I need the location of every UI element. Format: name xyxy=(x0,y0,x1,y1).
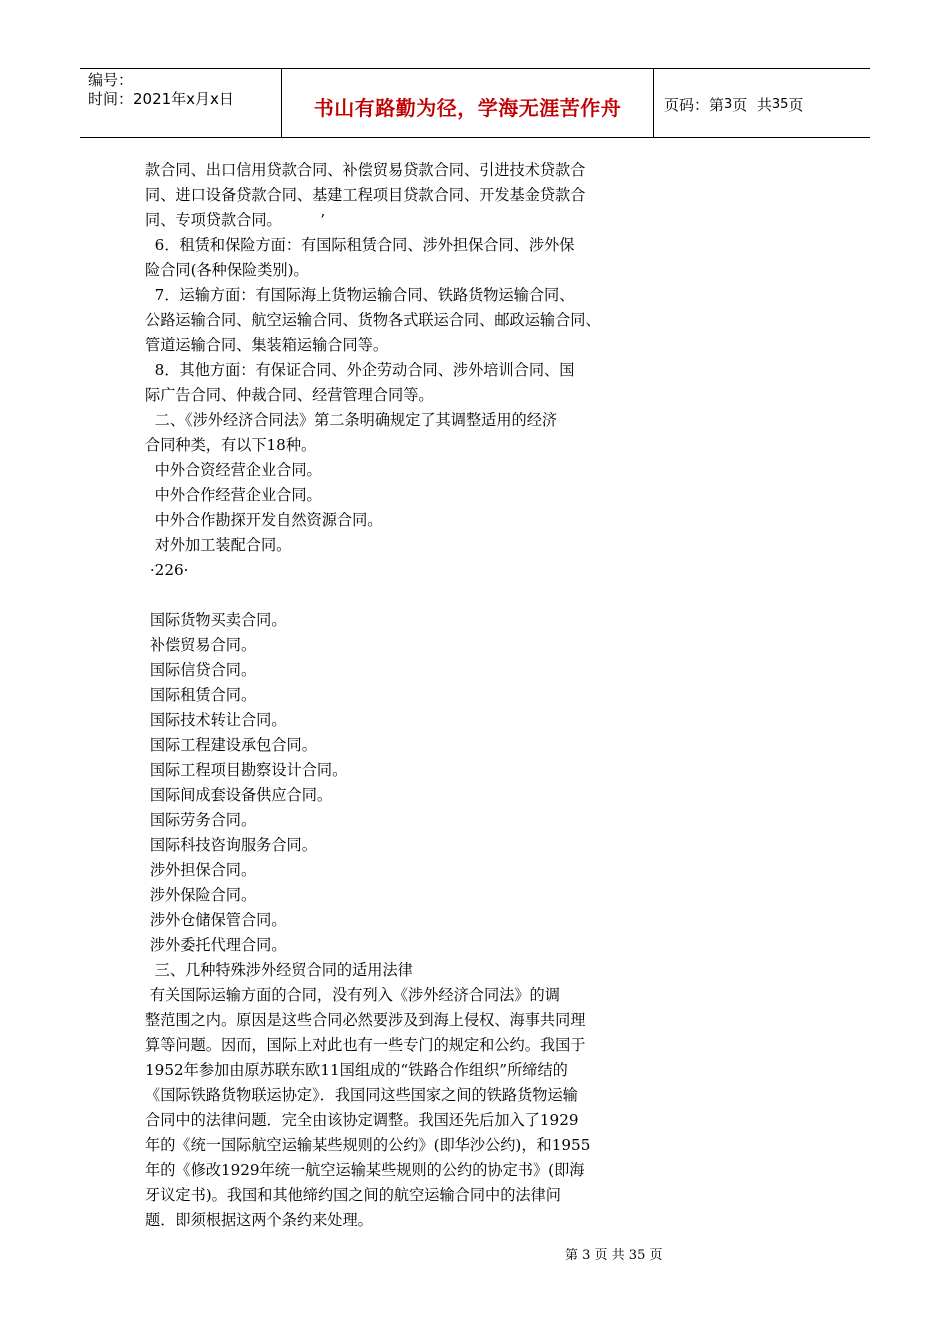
body-line: 合同种类，有以下18种。 xyxy=(145,436,317,454)
body-line: 国际科技咨询服务合同。 xyxy=(145,836,317,854)
body-line: 涉外担保合同。 xyxy=(145,861,257,879)
body-line: 牙议定书)。我国和其他缔约国之间的航空运输合同中的法律问 xyxy=(145,1186,561,1204)
page-prefix: 页码：第 xyxy=(664,95,725,114)
page-header xyxy=(80,68,870,138)
body-line: 国际货物买卖合同。 xyxy=(145,611,287,629)
body-line: 际广告合同、仲裁合同、经营管理合同等。 xyxy=(145,386,434,404)
body-line: 年的《统一国际航空运输某些规则的公约》(即华沙公约)，和1955 xyxy=(145,1136,591,1154)
body-line: 年的《修改1929年统一航空运输某些规则的公约的协定书》(即海 xyxy=(145,1161,585,1179)
body-line: 1952年参加由原苏联东欧11国组成的“铁路合作组织”所缔结的 xyxy=(145,1061,568,1079)
body-line: 款合同、出口信用贷款合同、补偿贸易贷款合同、引进技术贷款合 xyxy=(145,161,586,179)
body-line: 有关国际运输方面的合同，没有列入《涉外经济合同法》的调 xyxy=(145,986,560,1004)
body-line: 中外合资经营企业合同。 xyxy=(145,461,322,479)
body-line: 同、专项贷款合同。 ’ xyxy=(145,211,326,229)
header-page-number xyxy=(654,69,870,137)
body-line: 补偿贸易合同。 xyxy=(145,636,257,654)
body-line: 国际工程项目勘察设计合同。 xyxy=(145,761,348,779)
document-number-label: 编号： xyxy=(88,71,134,89)
body-line: 7．运输方面：有国际海上货物运输合同、铁路货物运输合同、 xyxy=(145,286,575,304)
header-motto: 书山有路勤为径，学海无涯苦作舟 xyxy=(282,69,654,137)
page-footer: 第 3 页 共 35 页 xyxy=(565,1248,663,1263)
body-line: 国际工程建设承包合同。 xyxy=(145,736,317,754)
page-total: 35 xyxy=(771,96,789,112)
body-line: 三、几种特殊涉外经贸合同的适用法律 xyxy=(145,961,413,979)
body-line: 国际信贷合同。 xyxy=(145,661,257,679)
body-line: 《国际铁路货物联运协定》．我国同这些国家之间的铁路货物运输 xyxy=(145,1086,578,1104)
body-line: ·226· xyxy=(145,561,189,579)
document-date: 时间：2021年x月x日 xyxy=(88,90,234,108)
page-mid: 页 共 xyxy=(732,95,772,114)
body-line: 涉外委托代理合同。 xyxy=(145,936,287,954)
body-line: 二、《涉外经济合同法》第二条明确规定了其调整适用的经济 xyxy=(145,411,558,429)
body-line: 中外合作勘探开发自然资源合同。 xyxy=(145,511,383,529)
body-line: 涉外保险合同。 xyxy=(145,886,257,904)
body-line: 合同中的法律问题．完全由该协定调整。我国还先后加入了1929 xyxy=(145,1111,579,1129)
body-line: 国际租赁合同。 xyxy=(145,686,257,704)
page-suffix: 页 xyxy=(788,95,804,114)
body-line: 题．即须根据这两个条约来处理。 xyxy=(145,1211,373,1229)
header-meta xyxy=(80,69,282,137)
body-line: 国际劳务合同。 xyxy=(145,811,257,829)
body-line: 算等问题。因而，国际上对此也有一些专门的规定和公约。我国于 xyxy=(145,1036,586,1054)
body-line: 同、进口设备贷款合同、基建工程项目贷款合同、开发基金贷款合 xyxy=(145,186,586,204)
body-line: 国际技术转让合同。 xyxy=(145,711,287,729)
body-line: 6．租赁和保险方面：有国际租赁合同、涉外担保合同、涉外保 xyxy=(145,236,575,254)
body-line: 险合同(各种保险类别)。 xyxy=(145,261,309,279)
body-line: 中外合作经营企业合同。 xyxy=(145,486,322,504)
body-line: 涉外仓储保管合同。 xyxy=(145,911,287,929)
body-line: 对外加工装配合同。 xyxy=(145,536,292,554)
body-line: 管道运输合同、集装箱运输合同等。 xyxy=(145,336,388,354)
body-line: 整范围之内。原因是这些合同必然要涉及到海上侵权、海事共同理 xyxy=(145,1011,586,1029)
body-line: 公路运输合同、航空运输合同、货物各式联运合同、邮政运输合同、 xyxy=(145,311,601,329)
body-line: 国际间成套设备供应合同。 xyxy=(145,786,333,804)
page-current: 3 xyxy=(724,96,733,112)
body-line: 8．其他方面：有保证合同、外企劳动合同、涉外培训合同、国 xyxy=(145,361,575,379)
